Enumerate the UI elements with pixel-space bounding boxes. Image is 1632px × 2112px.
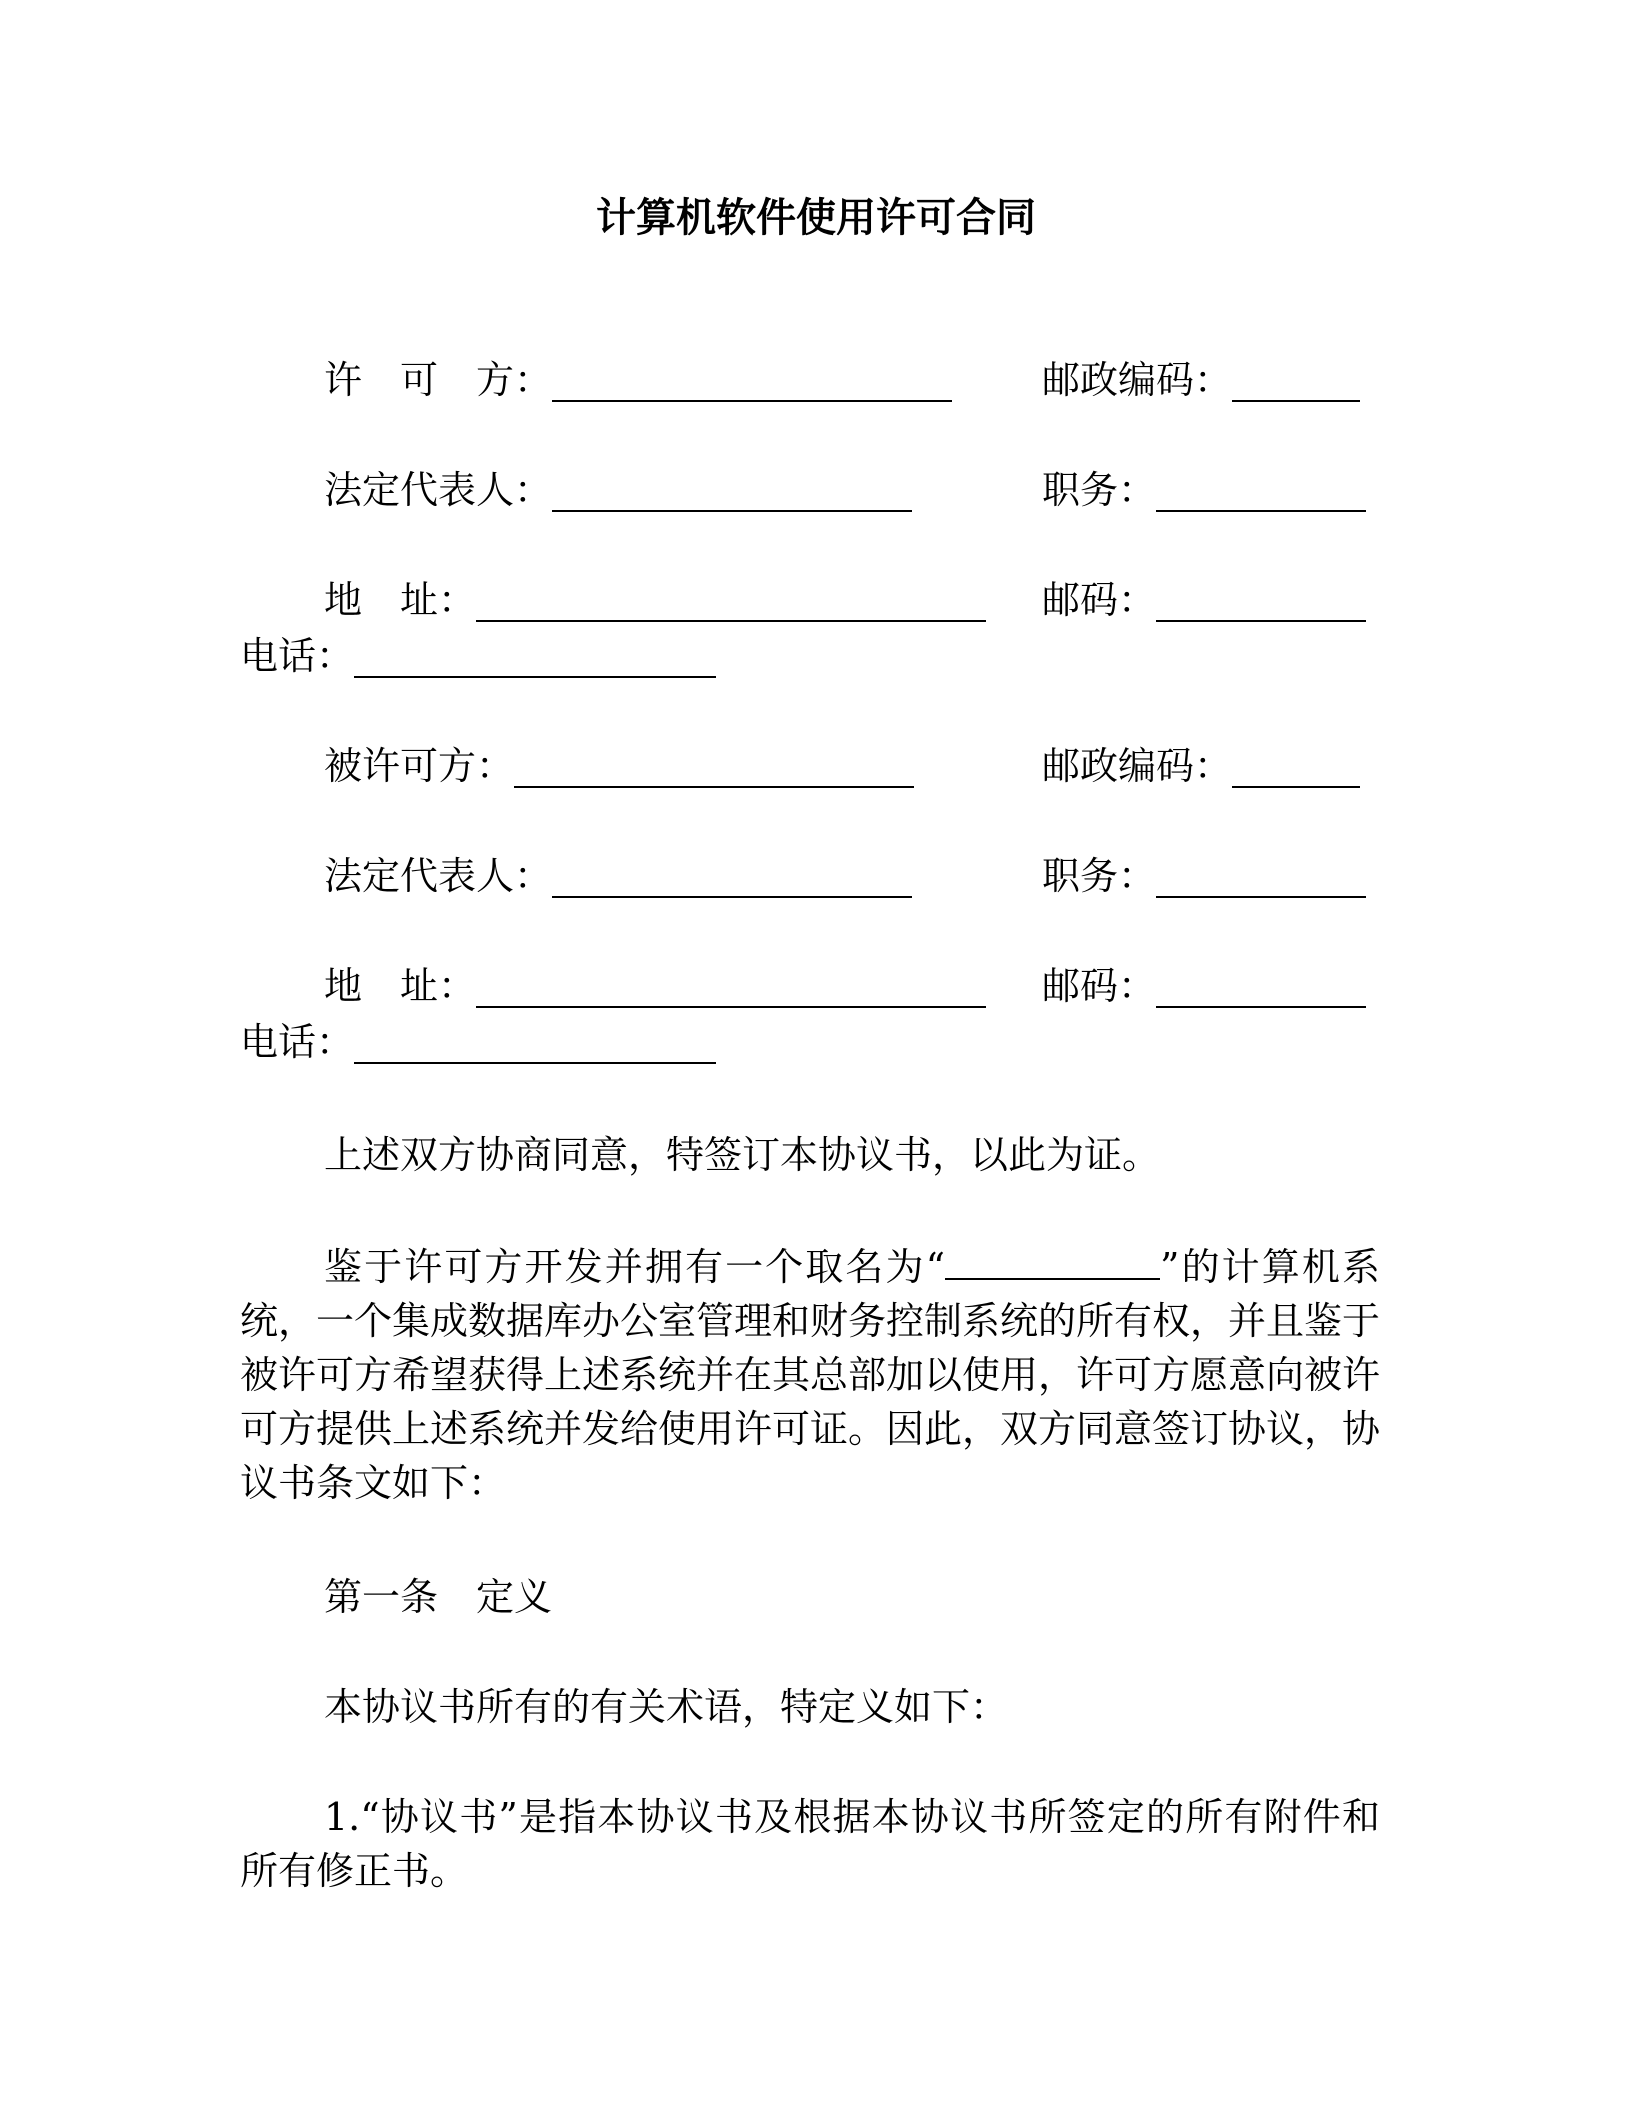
licensee-position-field [1042,850,1366,902]
licensor-postcode-field [1042,354,1360,406]
licensor-address-field [324,574,986,626]
licensor-address-blank [476,576,986,622]
definitions-intro: 本协议书所有的有关术语，特定义如下： [324,1685,1009,1729]
licensor-zip-blank [1156,576,1366,622]
licensor-zip-field [1042,574,1366,626]
licensee-zip-field [1042,960,1366,1012]
licensee-phone-label: 电话： [240,1020,355,1064]
licensee-position-blank [1156,852,1366,898]
licensee-address-field [324,960,986,1012]
recital-text-after: ”的计算机系统，一个集成数据库办公室管理和财务控制系统的所有权，并且鉴于被许可方希望获得上述系统并在其总部加以使用，许可方愿意向被许可方提供上述系统并发给使用许可证。因此，双方同意签订协议，协议书条文如下： [240,1245,1381,1505]
system-name-blank [945,1238,1160,1280]
licensee-phone-blank [354,1018,716,1064]
licensor-phone-label: 电话： [240,634,355,678]
licensor-position-blank [1156,466,1366,512]
licensee-postcode-blank [1232,742,1360,788]
licensor-rep-field [324,464,912,516]
licensor-rep-blank [552,466,912,512]
licensor-party-field [324,354,952,406]
licensee-phone-field [240,1016,716,1068]
licensee-party-label: 被许可方： [324,744,515,788]
definition-1: 1.“协议书”是指本协议书及根据本协议书所签定的所有附件和所有修正书。 [240,1795,1380,1893]
licensee-zip-label: 邮码： [1042,964,1157,1008]
licensee-rep-blank [552,852,912,898]
recital-paragraph [240,1238,1380,1510]
licensee-postcode-field [1042,740,1360,792]
licensee-rep-field [324,850,912,902]
licensor-rep-label: 法定代表人： [324,468,553,512]
article-1-heading: 第一条 定义 [324,1575,553,1619]
licensor-party-label: 许 可 方： [324,358,553,402]
licensor-phone-field [240,630,716,682]
licensor-position-label: 职务： [1042,468,1157,512]
licensor-address-label: 地 址： [324,578,477,622]
licensee-rep-label: 法定代表人： [324,854,553,898]
agreement-line: 上述双方协商同意，特签订本协议书，以此为证。 [324,1133,1161,1177]
licensee-position-label: 职务： [1042,854,1157,898]
licensor-postcode-label: 邮政编码： [1042,358,1233,402]
licensor-zip-label: 邮码： [1042,578,1157,622]
licensee-postcode-label: 邮政编码： [1042,744,1233,788]
licensee-zip-blank [1156,962,1366,1008]
licensee-party-field [324,740,914,792]
licensor-party-blank [552,356,952,402]
recital-text-before: 鉴于许可方开发并拥有一个取名为“ [324,1245,946,1289]
licensor-phone-blank [354,632,716,678]
licensor-position-field [1042,464,1366,516]
licensee-address-label: 地 址： [324,964,477,1008]
licensee-party-blank [514,742,914,788]
document-title: 计算机软件使用许可合同 [596,195,1036,241]
licensor-postcode-blank [1232,356,1360,402]
licensee-address-blank [476,962,986,1008]
